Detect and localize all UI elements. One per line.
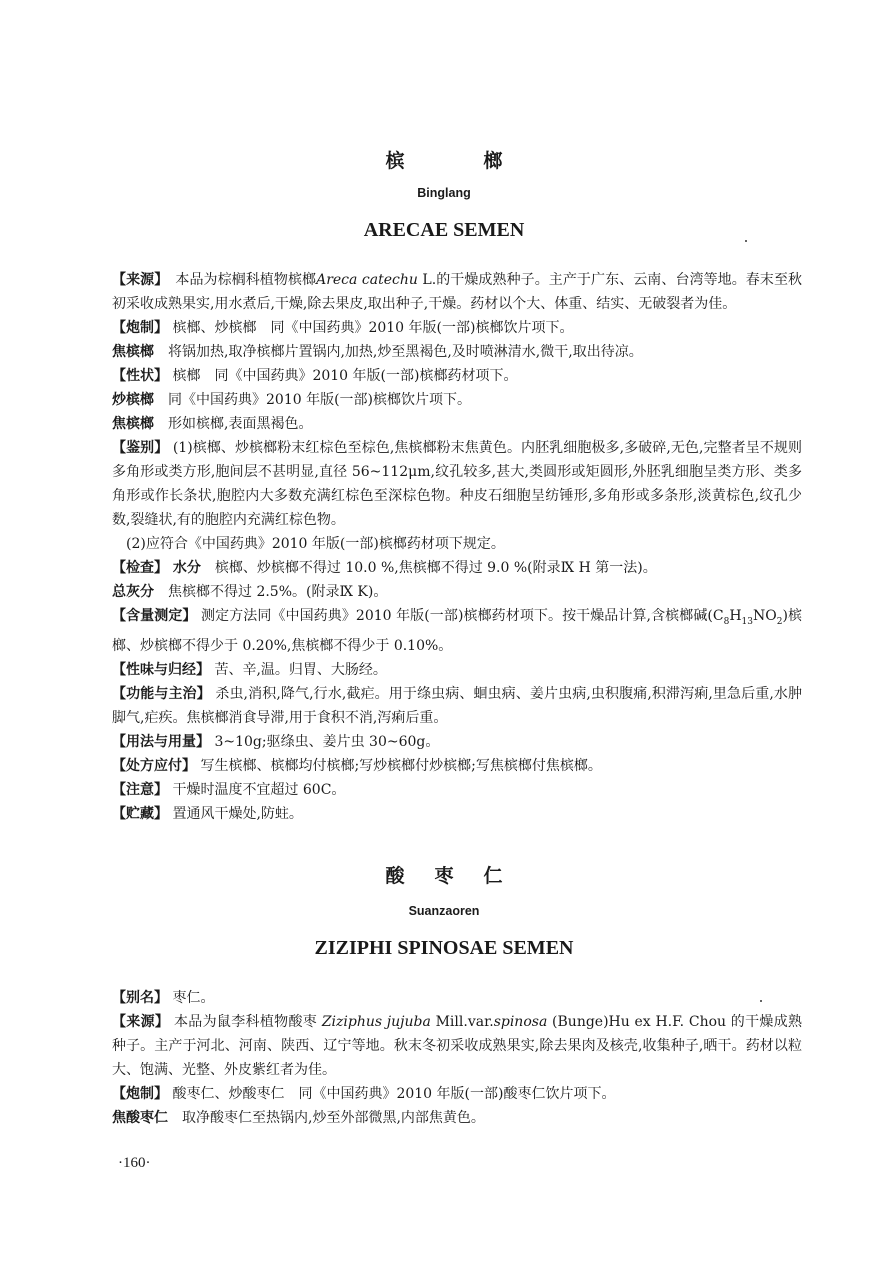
section-label: 【性味与归经】 [112,661,210,678]
section-label: 【鉴别】 [112,440,169,456]
paragraph-processing: 【炮制】 槟榔、炒槟榔 同《中国药典》2010 年版(一部)槟榔饮片项下。 [112,320,574,336]
paragraph-prescription: 【处方应付】 写生槟榔、槟榔均付槟榔;写炒槟榔付炒槟榔;写焦槟榔付焦槟榔。 [112,757,602,774]
paragraph-identification: 【鉴别】 (1)槟榔、炒槟榔粉末红棕色至棕色,焦槟榔粉末焦黄色。内胚乳细胞极多,多破碎,无色,完整者呈不规则多角形或类方形,胞间层不甚明显,直径 56~112μm,纹孔较多,甚大,类圆形或矩圆形,外胚乳细胞呈类方形、类多角形或作长条状,胞腔内大多数充满红棕色至深棕色物。种皮石细胞呈纺锤形,多角形或多条形,淡黄棕色,纹孔少数,裂缝状,有的胞腔内充满红棕色物。 [112,440,802,528]
sub-label: 焦槟榔 [112,416,154,432]
section-label: 【功能与主治】 [112,685,211,702]
entry2-latin-name: ZIZIPHI SPINOSAE SEMEN [314,937,574,959]
entry2-pinyin: Suanzaoren [408,904,480,918]
section-label: 【炮制】 [112,320,168,336]
entry2-chinese-title: 酸枣仁 [385,865,533,887]
paragraph-storage: 【贮藏】 置通风干燥处,防蛀。 [112,805,303,822]
paragraph-identification-2: (2)应符合《中国药典》2010 年版(一部)槟榔药材项下规定。 [112,536,505,552]
paragraph-description-jiao: 焦槟榔 形如槟榔,表面黑褐色。 [112,416,313,432]
section-label: 【用法与用量】 [112,733,210,750]
sub-label: 炒槟榔 [112,392,154,408]
paragraph-processing-jiao: 焦酸枣仁 取净酸枣仁至热锅内,炒至外部微黑,内部焦黄色。 [112,1110,485,1126]
section-label: 【别名】 [112,990,168,1006]
paragraph-alias: 【别名】 枣仁。 [112,990,215,1006]
section-label: 【性状】 [112,368,168,384]
paragraph-assay: 【含量测定】 测定方法同《中国药典》2010 年版(一部)槟榔药材项下。按干燥品计算,含槟榔碱$(C_8H_{13}NO_2)$槟榔、炒槟榔不得少于 0.20%,焦槟榔不得少于 0.10%。 [112,608,803,654]
section-label: 【贮藏】 [112,805,168,822]
sub-label: 总灰分 [112,584,154,600]
paragraph-processing: 【炮制】 酸枣仁、炒酸枣仁 同《中国药典》2010 年版(一部)酸枣仁饮片项下。 [112,1086,616,1102]
paragraph-description-chao: 炒槟榔 同《中国药典》2010 年版(一部)槟榔饮片项下。 [112,392,472,408]
sub-label: 水分 [168,560,201,576]
paragraph-dosage: 【用法与用量】 3~10g;驱绦虫、姜片虫 30~60g。 [112,733,440,750]
paragraph-nature: 【性味与归经】 苦、辛,温。归胃、大肠经。 [112,661,387,678]
scan-speck [745,240,747,242]
section-label: 【注意】 [112,781,168,798]
entry-pinyin: Binglang [417,186,471,200]
entry-chinese-title: 槟 榔 [385,150,533,172]
entry-body [112,268,802,826]
section-label: 【含量测定】 [112,608,197,624]
scan-speck [760,1000,762,1002]
paragraph-inspection: 【检查】 水分 槟榔、炒槟榔不得过 10.0 %,焦槟榔不得过 9.0 %(附录Ⅸ H 第一法)。 [112,560,657,576]
sub-label: 焦酸枣仁 [112,1110,168,1126]
entry-latin-name: ARECAE SEMEN [363,219,525,241]
page-number: ·160· [118,1155,151,1171]
paragraph-ash: 总灰分 焦槟榔不得过 2.5%。(附录Ⅸ K)。 [112,584,388,600]
section-label: 【来源】 [112,272,162,288]
section-label: 【检查】 [112,560,168,576]
sub-label: 焦槟榔 [112,344,154,360]
paragraph-source: 【来源】 本品为鼠李科植物酸枣 Ziziphus jujuba Mill.var.spinosa (Bunge)Hu ex H.F. Chou 的干燥成熟种子。主产于河北、河南、陕西、辽宁等地。秋末冬初采收成熟果实,除去果肉及核壳,收集种子,晒干。药材以粒大、饱满、光整、外皮紫红者为佳。 [112,1014,803,1078]
paragraph-description: 【性状】 槟榔 同《中国药典》2010 年版(一部)槟榔药材项下。 [112,368,518,384]
section-label: 【来源】 [112,1014,170,1030]
section-label: 【炮制】 [112,1086,168,1102]
section-label: 【处方应付】 [112,757,196,774]
paragraph-source: 【来源】 本品为棕榈科植物槟榔Areca catechu L.的干燥成熟种子。主产于广东、云南、台湾等地。春末至秋初采收成熟果实,用水煮后,干燥,除去果皮,取出种子,干燥。药材以个大、体重、结实、无破裂者为佳。 [112,272,803,312]
paragraph-caution: 【注意】 干燥时温度不宜超过 60C。 [112,781,346,798]
paragraph-processing-jiao: 焦槟榔 将锅加热,取净槟榔片置锅内,加热,炒至黑褐色,及时喷淋清水,微干,取出待凉。 [112,344,643,360]
entry2-body [112,986,802,1130]
paragraph-function: 【功能与主治】 杀虫,消积,降气,行水,截疟。用于绦虫病、蛔虫病、姜片虫病,虫积腹痛,积滞泻痢,里急后重,水肿脚气,疟疾。焦槟榔消食导滞,用于食积不消,泻痢后重。 [112,685,802,726]
